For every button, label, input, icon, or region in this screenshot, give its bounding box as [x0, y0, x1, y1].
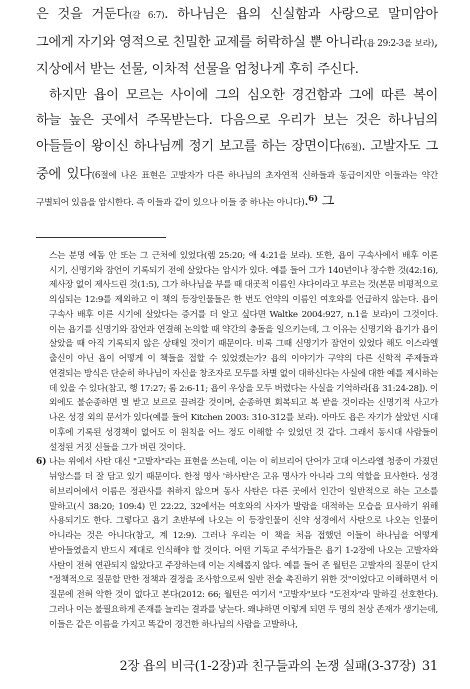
text-run: .	[304, 194, 309, 210]
inline-note: (6절에 나온 표현은 고발자가 다른 하나님의 초자연적 신하들과 동급이지만 이들과는 약간 구별되어 있음을 암시한다. 즉 이들과 같이 있으나 이들 중 하나는 아니다)	[36, 170, 438, 209]
text-run: . 고발자도 그 중에 있다	[36, 138, 438, 182]
footnote-continuation: 스는 분명 에돔 안 또는 그 근처에 있었다(렘 25:20; 애 4:21을 보라). 또한, 욥이 구속사에서 배후 이론 시기, 신명기와 잠언이 기록되기 전에 살았다는 암시가 있다. 예를 들어 그가 140년이나 장수한 것(42:16), 제사장 없이 제사드린 것(1:5), 그가 하나님을 부를 때 대곳적 이름인 샤다이라고 부르는 것(본문 비평적으로 의심되는 12:9를 제외하고 이 책의 등장인물들은 한 번도 언약의 이름인 여호와를 언급하지 않는다. 욥이 구속사 배후 이른 시기에 살았다는 증거를 더 알고 싶다면 Waltke 2004:927, n.1을 보라)이 그것이다. 이는 욥기를 신명기와 잠언과 연결해 논의할 때 약간의 충돌을 일으키는데, 그 이유는 신명기와 욥기가 욥이 살았을 때 아직 기록되지 않은 상태일 것이기 때문이다. 비록 그때 신명기가 잠언이 있었다 해도 이스라엘 출신이 아닌 욥이 어떻게 이 책들을 접할 수 있었겠는가? 욥의 이야기가 구약의 다른 신학적 주제들과 연결되는 방식은 단순히 하나님이 자신을 창조자로 모두를 차별 없이 대하신다는 사실에 대한 예를 제시하는 데 있을 수 있다(참고, 행 17:27; 롬 2:6-11; 욥이 우상을 모두 버렸다는 사실을 기억하라[욥 31:24-28]). 이 외에도 불순종하면 벌 받고 보르로 끌려갈 것이며, 순종하면 회복되고 복 받을 것이라는 신명기적 사고가 나온 성경 외의 문서가 있다(예를 들어 Kitchen 2003: 310-312를 보라). 아마도 욥은 자기가 살았던 시대 이후에 기록된 성경책이 없어도 이 원칙을 어느 정도 이해할 수 있었던 것 같다. 그래서 동시대 사람들이 설정된 거짓 신들을 그가 버린 것이다.	[49, 250, 438, 453]
footnote-6	[36, 455, 438, 632]
text-run: 하지만 욥이 모르는 사이에 그의 심오한 경건함과 그에 따른 복이 하늘 높은 곳에서 주목받는다. 다음으로 우리가 보는 것은 하나님의 아들들이 왕이신 하나님께 정기 보고를 하는 장면이다	[36, 87, 438, 154]
running-head: 2장 욥의 비극(1-2장)과 친구들과의 논쟁 실패(3-37장)	[119, 658, 416, 673]
footnote-text: 나는 위에서 사탄 대신 "고발자"라는 표현을 쓰는데, 이는 이 히브리어 단어가 고대 이스라엘 청중이 가졌던 뉘앙스를 더 잘 담고 있기 때문이다. 한정 명사 '하사탄'은 고유 명사가 아니라 그의 역할을 묘사한다. 성경 히브리어에서 이름은 정관사를 취하지 않으며 동사 사탄은 다른 곳에서 인간이 일반적으로 하는 고소를 말하고(시 38:20; 109:4) 민 22:22, 32에서는 여호와의 사자가 발람을 대적하는 모습을 묘사하기 위해 사용되기도 한다. 그렇다고 욥기 초반부에 나오는 이 등장인물이 신약 성경에서 사탄으로 나오는 인물이 아니라는 것은 아니다(참고, 계 12:9). 그러나 우리는 이 책을 처음 접했던 이들이 하나님을 어떻게 받아들였을지 반드시 제대로 인식해야 할 것이다. 어떤 기독교 주석가들은 욥기 1-2장에 나오는 고발자와 사탄이 전혀 연관되지 않았다고 주장하는데 이는 지혜롭지 않다. 예를 들어 존 월턴은 고발자의 질문이 단지 "정책적으로 질문할 만한 정책과 결정을 조사함으로써 일반 전술 촉진하기 위한 것"이었다고 이해하면서 이 질문에 전혀 악한 것이 없다고 본다(2012: 66; 월턴은 여기서 "고발자"보다 "도전자"라 말하길 선호한다). 그러나 이는 불필요하게 존재를 늘리는 결과를 낳는다. 왜냐하면 이렇게 되면 두 명의 천상 존재가 생기는데, 이들은 같은 이름을 가지고 똑같이 경건한 하나님의 사람을 고발하나,	[49, 457, 438, 630]
inline-reference: (갈 6:7)	[128, 11, 165, 21]
text-run: 그	[317, 194, 335, 210]
footnotes	[36, 249, 438, 633]
text-run: , 지상에서 받는 선물, 이차적 선물을 엄청나게 후히 주신다.	[36, 34, 438, 78]
footnote-reference-6[interactable]: 6)	[308, 194, 318, 205]
main-text	[36, 0, 438, 217]
body-paragraph-1	[36, 2, 438, 83]
body-paragraph-2	[36, 83, 438, 217]
page-footer	[120, 655, 438, 674]
inline-reference: (6절)	[341, 142, 362, 153]
footnote-number: 6)	[36, 457, 47, 468]
page-number: 31	[421, 659, 438, 674]
footnote-divider	[36, 237, 166, 238]
text-run: 은 것을 거둔다	[36, 7, 129, 22]
text-run: . 하나님은 욥의 신실함과 사랑으로 말미암아 그에게 자기와 영적으로 친밀한 교제를 허락하실 뿐 아니라	[36, 7, 438, 50]
inline-reference: (욥 29:2-3을 보라)	[363, 38, 435, 49]
